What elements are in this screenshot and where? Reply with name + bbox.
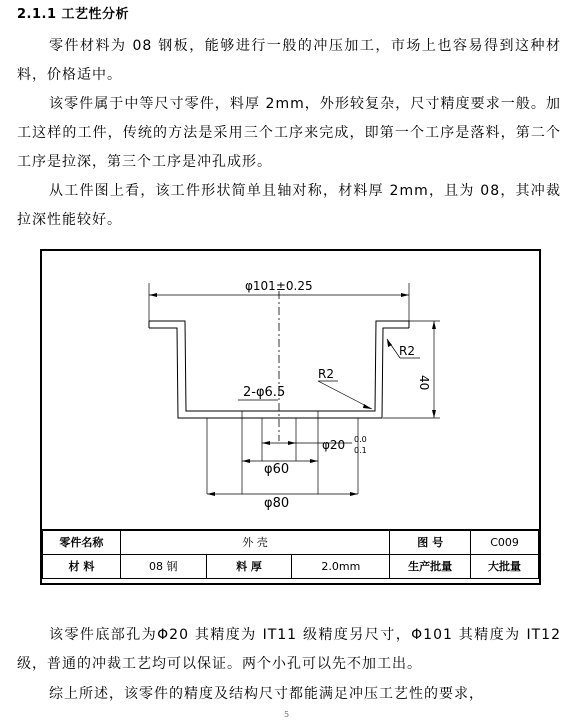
part-drawing-figure <box>40 249 541 585</box>
title-block <box>42 529 539 579</box>
dim-phi80: φ80 <box>264 496 290 511</box>
dim-phi101: φ101±0.25 <box>245 279 313 293</box>
dim-r2-left: R2 <box>318 367 334 381</box>
section-heading: 2.1.1 工艺性分析 <box>17 7 130 22</box>
paragraph-material: 零件材料为 08 钢板，能够进行一般的冲压加工，市场上也容易得到这种材料，价格适中。 <box>17 38 561 83</box>
dim-phi60: φ60 <box>264 462 290 477</box>
material-value: 08 钢 <box>120 554 206 578</box>
dim-holes: 2-φ6.5 <box>243 385 286 400</box>
material-label: 材 料 <box>43 554 121 578</box>
page-number: 5 <box>284 710 290 719</box>
thickness-value: 2.0mm <box>292 554 390 578</box>
thickness-label: 料 厚 <box>206 554 292 578</box>
batch-value: 大批量 <box>471 554 539 578</box>
paragraph-conclusion: 综上所述，该零件的精度及结构尺寸都能满足冲压工艺性的要求， <box>49 686 484 702</box>
dim-phi20-tol-upper: 0.0 <box>354 435 367 444</box>
paragraph-accuracy: 该零件底部孔为Φ20 其精度为 IT11 级精度另尺寸，Φ101 其精度为 IT12 级，普通的冲裁工艺均可以保证。两个小孔可以先不加工出。 <box>17 627 561 672</box>
dim-phi20-tol-lower: 0.1 <box>354 446 367 455</box>
paragraph-part-size: 该零件属于中等尺寸零件，料厚 2mm，外形较复杂，尺寸精度要求一般。加工这样的工件，传统的方法是采用三个工序来完成，即第一个工序是落料，第二个工序是拉深，第三个工序是冲孔成形。 <box>17 96 561 170</box>
dim-height-40: 40 <box>417 375 431 391</box>
dim-r2-right: R2 <box>399 344 415 358</box>
drawing-no-value: C009 <box>471 530 539 554</box>
part-name-value: 外 壳 <box>120 530 389 554</box>
drawing-no-label: 图 号 <box>390 530 471 554</box>
dim-phi20: φ20 <box>322 438 346 452</box>
part-name-label: 零件名称 <box>43 530 121 554</box>
paragraph-shape: 从工件图上看，该工件形状简单且轴对称，材料厚 2mm，且为 08，其冲裁拉深性能较好。 <box>17 183 561 228</box>
batch-label: 生产批量 <box>390 554 471 578</box>
